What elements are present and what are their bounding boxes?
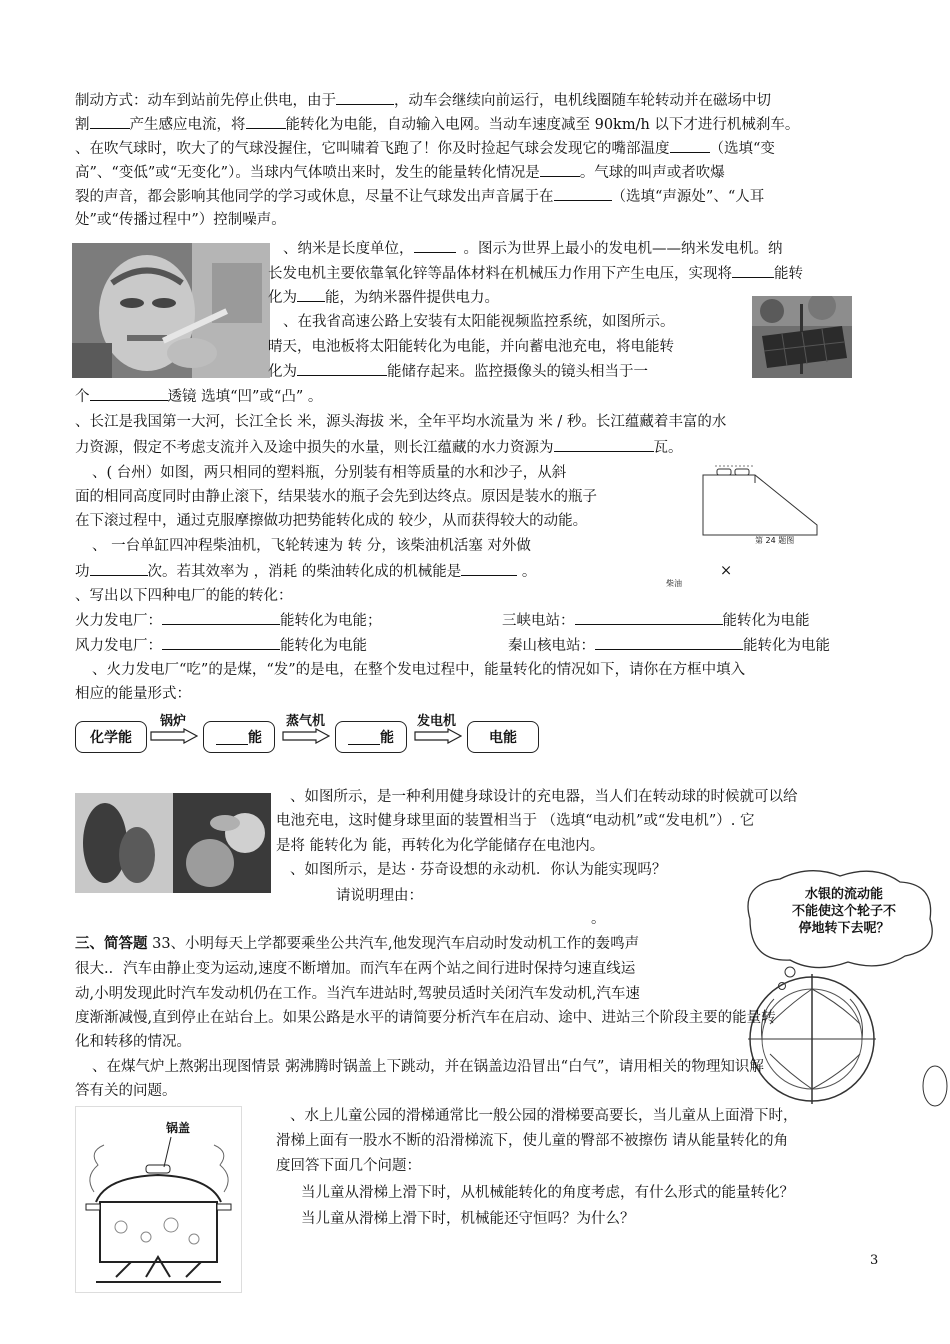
q-line-22a: 火力发电厂： 能转化为电能； — [75, 610, 382, 631]
q-line-23b: 秦山核电站： 能转化为电能 — [508, 635, 830, 656]
q-line-11: 晴天，电池板将太阳能转化为电能，并向蓄电池充电，将电能转 — [268, 339, 674, 355]
flow-box-electric: 电能 — [467, 721, 539, 753]
q-line-39: 、水上儿童公园的滑梯通常比一般公园的滑梯要高要长，当儿童从上面滑下时， — [290, 1108, 798, 1124]
q-line-35: 度渐渐减慢,直到停止在站台上。如果公路是水平的请简要分析汽车在启动、途中、进站三个阶段主要的能量转 — [75, 1010, 776, 1026]
answer-blank[interactable] — [336, 90, 394, 105]
multiply-sign: × — [720, 563, 733, 579]
nano-generator-photo — [72, 243, 270, 378]
q-line-4: 高”、“变低”或“无变化”）。当球内气体喷出来时，发生的能量转化情况是 。气球的叫声或者吹爆 — [75, 162, 725, 183]
q-line-3: 、在吹气球时，吹大了的气球没握住，它叫啸着飞跑了！你及时捡起气球会发现它的嘴部温度 （选填“变 — [75, 138, 775, 159]
incline-caption: 第 24 题图 — [755, 536, 795, 545]
q-line-8: 长发电机主要依靠氧化锌等晶体材料在机械压力作用下产生电压，实现将 能转 — [268, 263, 803, 284]
q-line-41: 度回答下面几个问题： — [276, 1158, 421, 1174]
flow-box-chemical: 化学能 — [75, 721, 147, 753]
answer-blank[interactable] — [670, 138, 710, 153]
pot-lid-label: 锅盖 — [166, 1121, 191, 1135]
flow-arrow-3 — [414, 728, 462, 744]
q-line-37: 、在煤气炉上熬粥出现图情景 粥沸腾时锅盖上下跳动，并在锅盖边沿冒出“白气”，请用相关的物理知识解 — [92, 1059, 764, 1075]
q-line-17: 面的相同高度同时由静止滚下，结果装水的瓶子会先到达终点。原因是装水的瓶子 — [75, 489, 597, 505]
answer-blank[interactable] — [414, 238, 456, 253]
fitness-ball-photo — [75, 793, 271, 893]
q-line-30: 请说明理由： — [336, 888, 423, 904]
answer-blank[interactable] — [162, 635, 280, 650]
q-line-12: 化为 能储存起来。监控摄像头的镜头相当于一 — [268, 361, 648, 382]
answer-blank[interactable] — [297, 287, 325, 302]
q-line-43: 当儿童从滑梯上滑下时，机械能还守恒吗？为什么？ — [301, 1211, 635, 1227]
flow-arrow-1 — [150, 728, 198, 744]
q-line-6: 处”或“传播过程中”）控制噪声。 — [75, 212, 286, 228]
q-line-5: 裂的声音，都会影响其他同学的学习或休息，尽量不让气球发出声音属于在 （选填“声源处”、“人耳 — [75, 186, 764, 207]
answer-blank[interactable] — [461, 561, 517, 576]
flow-box-2: 能 — [203, 721, 275, 753]
q-line-42: 当儿童从滑梯上滑下时，从机械能转化的角度考虑，有什么形式的能量转化？ — [301, 1185, 794, 1201]
q-line-22b: 三峡电站： 能转化为电能 — [502, 610, 810, 631]
q-line-36: 化和转移的情况。 — [75, 1034, 191, 1050]
q-line-20: 功 次。若其效率为 ，消耗 的柴油转化成的机械能是 。 — [75, 561, 536, 582]
q-line-24: 、火力发电厂“吃”的是煤，“发”的是电，在整个发电过程中，能量转化的情况如下，请你在方框中填入 — [92, 662, 746, 678]
solar-monitor-photo — [752, 296, 852, 378]
q-line-28: 是将 能转化为 能，再转化为化学能储存在电池内。 — [276, 838, 605, 854]
incline-bottles-figure — [695, 463, 820, 548]
flow-arrow-2 — [282, 728, 330, 744]
q-line-31: 。 — [591, 911, 606, 927]
flow-label-boiler: 锅炉 — [160, 714, 187, 729]
flow-label-generator: 发电机 — [417, 714, 457, 729]
q-line-26: 、如图所示，是一种利用健身球设计的充电器，当人们在转动球的时候就可以给 — [290, 789, 798, 805]
answer-blank[interactable] — [246, 114, 286, 129]
answer-blank[interactable] — [595, 635, 743, 650]
flow-box-3: 能 — [335, 721, 407, 753]
answer-blank[interactable] — [554, 437, 654, 452]
answer-blank[interactable] — [540, 162, 580, 177]
q-line-40: 滑梯上面有一股水不断的沿滑梯流下，使儿童的臀部不被擦伤 请从能量转化的角 — [276, 1133, 789, 1149]
q-line-32: 三、简答题 33、小明每天上学都要乘坐公共汽车,他发现汽车启动时发动机工作的轰鸣声 — [75, 935, 640, 952]
q-line-33: 很大.．汽车由静止变为运动,速度不断增加。而汽车在两个站之间行进时保持匀速直线运 — [75, 961, 636, 977]
answer-blank[interactable] — [162, 610, 280, 625]
flow-label-steam-engine: 蒸气机 — [286, 714, 326, 729]
q-line-19: 、 一台单缸四冲程柴油机，飞轮转速为 转 分，该柴油机活塞 对外做 — [92, 538, 531, 554]
q-line-18: 在下滚过程中，通过克服摩擦做功把势能转化成的 较少，从而获得较大的动能。 — [75, 513, 588, 529]
answer-blank[interactable] — [90, 561, 148, 576]
q-line-2: 割 产生感应电流，将 能转化为电能，自动输入电网。当动车速度减至 90km/h 以下才进行机械刹车。 — [75, 114, 799, 135]
answer-blank[interactable] — [554, 186, 612, 201]
answer-blank[interactable] — [297, 361, 387, 376]
q-line-10: 、在我省高速公路上安装有太阳能视频监控系统，如图所示。 — [283, 314, 675, 330]
page-number: 3 — [870, 1253, 879, 1268]
answer-blank[interactable] — [90, 386, 168, 401]
q-line-23a: 风力发电厂： 能转化为电能 — [75, 635, 367, 656]
answer-blank[interactable] — [90, 114, 130, 129]
q-line-29: 、如图所示，是达 · 芬奇设想的永动机．你认为能实现吗？ — [290, 862, 667, 878]
q-line-15: 力资源，假定不考虑支流并入及途中损失的水量，则长江蕴藏的水力资源为 瓦。 — [75, 437, 683, 458]
q-line-9: 化为 能，为纳米器件提供电力。 — [268, 287, 499, 308]
q-line-7: 、纳米是长度单位， 。图示为世界上最小的发电机——纳米发电机。纳 — [283, 238, 783, 259]
answer-blank[interactable] — [732, 263, 774, 278]
q-line-14: 、长江是我国第一大河，长江全长 米，源头海拔 米，全年平均水流量为 米 / 秒。长江蕴藏着丰富的水 — [75, 414, 727, 430]
q-line-16: 、( 台州）如图，两只相同的塑料瓶，分别装有相等质量的水和沙子，从斜 — [92, 465, 567, 481]
q-line-34: 动,小明发现此时汽车发动机仍在工作。当汽车进站时,驾驶员适时关闭汽车发动机,汽车速 — [75, 986, 640, 1002]
q-line-21: 、写出以下四种电厂的能的转化： — [75, 588, 293, 604]
answer-blank[interactable] — [216, 730, 248, 745]
pot-figure — [75, 1106, 242, 1293]
q-line-38: 答有关的问题。 — [75, 1083, 177, 1099]
answer-blank[interactable] — [348, 730, 380, 745]
diesel-note: 柴油 — [666, 579, 682, 588]
speech-bubble-text: 水银的流动能 不能使这个轮子不 停地转下去呢？ — [791, 887, 896, 936]
section-heading: 三、简答题 — [75, 935, 148, 952]
q-line-13: 个 透镜 选填“凹”或“凸” 。 — [75, 386, 322, 407]
q-line-27: 电池充电，这时健身球里面的装置相当于 （选填“电动机”或“发电机”）. 它 — [276, 813, 755, 829]
q-line-1: 制动方式：动车到站前先停止供电，由于 ，动车会继续向前运行，电机线圈随车轮转动并在磁场中切 — [75, 90, 771, 111]
q-line-25: 相应的能量形式： — [75, 686, 191, 702]
answer-blank[interactable] — [575, 610, 723, 625]
